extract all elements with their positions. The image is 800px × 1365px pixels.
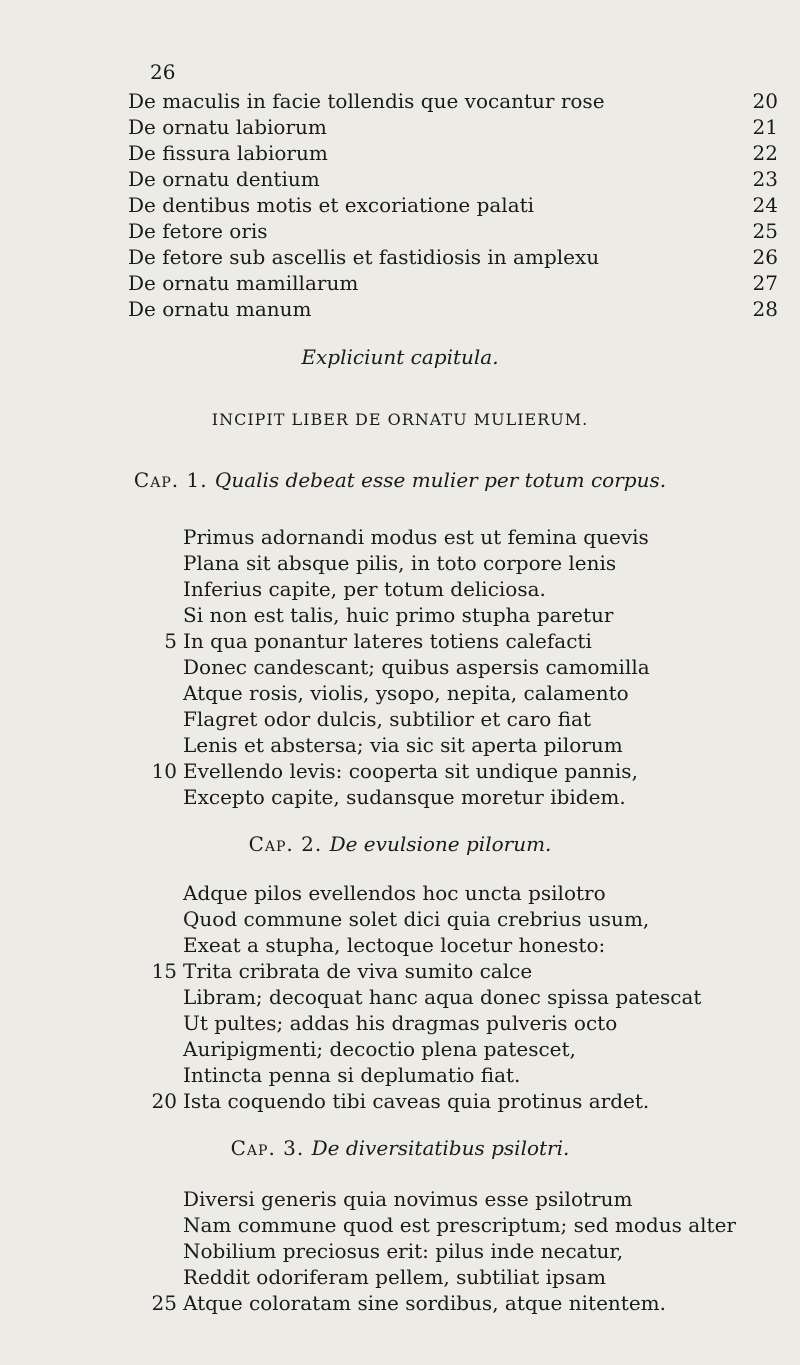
toc-number: 28	[752, 297, 778, 321]
line-number: 10	[151, 759, 177, 783]
verse-line: Plana sit absque pilis, in toto corpore lenis	[183, 551, 617, 575]
verse-line: Auripigmenti; decoctio plena patescet,	[183, 1037, 576, 1061]
chapter-heading	[0, 832, 800, 856]
verse-line: Quod commune solet dici quia crebrius usum,	[183, 907, 650, 931]
verse-line: Si non est talis, huic primo stupha paretur	[183, 603, 614, 627]
line-number: 15	[151, 959, 177, 983]
chapter-heading	[0, 1136, 800, 1160]
chapter-label: Cap. 1.	[133, 468, 215, 492]
toc-number: 25	[752, 219, 778, 243]
chapter-heading	[0, 468, 800, 492]
toc-title: De fissura labiorum	[128, 141, 328, 165]
toc-title: De ornatu manum	[128, 297, 312, 321]
verse-line: Atque coloratam sine sordibus, atque nitentem.	[183, 1291, 666, 1315]
verse-line: Inferius capite, per totum deliciosa.	[183, 577, 546, 601]
chapter-label: Cap. 3.	[230, 1136, 312, 1160]
verse-line: Primus adornandi modus est ut femina quevis	[183, 525, 649, 549]
incipit-heading: INCIPIT LIBER DE ORNATU MULIERUM.	[211, 410, 589, 429]
toc-row	[128, 88, 778, 114]
verse-line: Excepto capite, sudansque moretur ibidem.	[183, 785, 626, 809]
line-number: 25	[151, 1291, 177, 1315]
verse-line: Atque rosis, violis, ysopo, nepita, calamento	[183, 681, 629, 705]
toc-title: De ornatu labiorum	[128, 115, 327, 139]
verse-line: Nam commune quod est prescriptum; sed modus alter	[183, 1213, 736, 1237]
toc-row	[128, 296, 778, 322]
page-number: 26	[150, 60, 176, 84]
toc-row	[128, 270, 778, 296]
chapter-title: De evulsione pilorum.	[329, 832, 552, 856]
toc-row	[128, 166, 778, 192]
toc-number: 22	[752, 141, 778, 165]
line-number: 5	[164, 629, 177, 653]
toc-title: De maculis in facie tollendis que vocantur rose	[128, 89, 605, 113]
toc-title: De dentibus motis et excoriatione palati	[128, 193, 535, 217]
toc-number: 20	[752, 89, 778, 113]
verse-line: Ut pultes; addas his dragmas pulveris octo	[183, 1011, 618, 1035]
verse-line: Reddit odoriferam pellem, subtiliat ipsam	[183, 1265, 606, 1289]
verse-line: Intincta penna si deplumatio fiat.	[183, 1063, 521, 1087]
toc-row	[128, 140, 778, 166]
toc-number: 24	[752, 193, 778, 217]
toc-row	[128, 218, 778, 244]
verse-line: Donec candescant; quibus aspersis camomilla	[183, 655, 650, 679]
verse-line: Ista coquendo tibi caveas quia protinus ardet.	[183, 1089, 650, 1113]
toc-number: 21	[752, 115, 778, 139]
verse-line: In qua ponantur lateres totiens calefacti	[183, 629, 592, 653]
verse-line: Libram; decoquat hanc aqua donec spissa patescat	[183, 985, 702, 1009]
verse-line: Lenis et abstersa; via sic sit aperta pilorum	[183, 733, 623, 757]
verse-line: Flagret odor dulcis, subtilior et caro fiat	[183, 707, 591, 731]
toc-number: 26	[752, 245, 778, 269]
chapter-title: De diversitatibus psilotri.	[311, 1136, 570, 1160]
chapter-label: Cap. 2.	[248, 832, 330, 856]
verse-line: Exeat a stupha, lectoque locetur honesto:	[183, 933, 606, 957]
explicit-line: Expliciunt capitula.	[301, 345, 499, 369]
toc-row	[128, 244, 778, 270]
verse-line: Adque pilos evellendos hoc uncta psilotro	[183, 881, 606, 905]
verse-line: Nobilium preciosus erit: pilus inde necatur,	[183, 1239, 624, 1263]
toc-title: De fetore sub ascellis et fastidiosis in amplexu	[128, 245, 600, 269]
verse-line: Evellendo levis: cooperta sit undique pannis,	[183, 759, 638, 783]
toc-title: De ornatu dentium	[128, 167, 320, 191]
toc-number: 23	[752, 167, 778, 191]
verse-line: Diversi generis quia novimus esse psilotrum	[183, 1187, 633, 1211]
line-number: 20	[151, 1089, 177, 1113]
chapter-title: Qualis debeat esse mulier per totum corpus.	[214, 468, 667, 492]
toc-title: De fetore oris	[128, 219, 268, 243]
toc-row	[128, 192, 778, 218]
toc-title: De ornatu mamillarum	[128, 271, 359, 295]
toc-number: 27	[752, 271, 778, 295]
verse-line: Trita cribrata de viva sumito calce	[183, 959, 533, 983]
toc-row	[128, 114, 778, 140]
